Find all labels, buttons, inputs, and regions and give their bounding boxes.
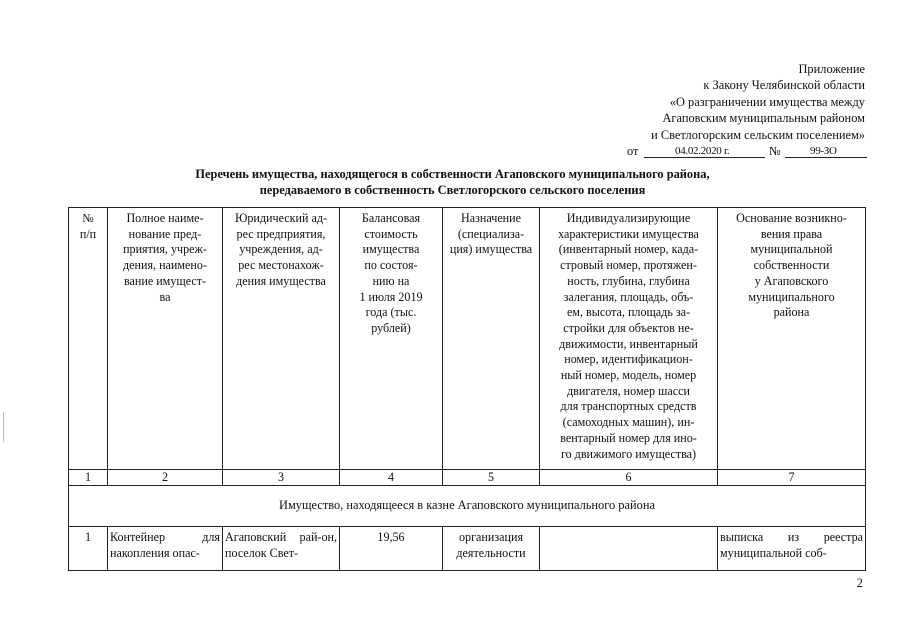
row-address — [223, 527, 340, 571]
column-number-row — [69, 470, 866, 486]
header-line: Индивидуализирующие — [566, 211, 691, 225]
appendix-line: Приложение — [798, 62, 865, 76]
header-line: рес местонахож- — [238, 258, 324, 273]
header-cell — [110, 211, 220, 305]
header-cell — [445, 211, 537, 258]
section-title: Имущество, находящееся в казне Агаповского муниципального района — [69, 486, 866, 527]
row-balance: 19,56 — [340, 527, 443, 571]
row-basis — [718, 527, 866, 571]
header-line: дения, наимено- — [123, 258, 207, 273]
row-name — [108, 527, 223, 571]
title-line-2: передаваемого в собственность Светлогорского сельского поселения — [259, 183, 646, 197]
table-row — [69, 527, 866, 571]
header-cell — [71, 211, 105, 242]
page-number: 2 — [856, 576, 863, 590]
header-line: (самоходных машин), ин- — [562, 415, 695, 430]
header-line: ва — [159, 289, 171, 304]
appendix-header — [651, 61, 865, 143]
header-cell — [225, 211, 337, 290]
header-line: района — [773, 305, 810, 320]
header-line: нование пред- — [128, 226, 202, 241]
header-line: стройки для объектов не- — [563, 320, 694, 335]
header-address — [223, 208, 340, 470]
row-num: 1 — [69, 527, 108, 571]
header-line: для транспортных средств — [560, 399, 697, 414]
header-line: Юридический ад- — [234, 211, 328, 225]
header-name — [108, 208, 223, 470]
header-line: характеристики имущества — [558, 226, 699, 241]
section-row — [69, 486, 866, 527]
header-line: номер, идентификацион- — [564, 352, 693, 367]
law-date: 04.02.2020 г. — [675, 145, 730, 157]
header-line: ный номер, модель, номер — [560, 368, 697, 383]
column-number: 6 — [540, 470, 718, 486]
header-line: (специализа- — [457, 226, 525, 241]
header-cell — [542, 211, 715, 462]
header-line: п/п — [79, 226, 97, 241]
header-line: вения права — [760, 226, 823, 241]
header-line: года (тыс. — [365, 305, 417, 320]
header-line: залегания, площадь, объ- — [563, 289, 694, 304]
header-characteristics — [540, 208, 718, 470]
header-line: учреждения, ад- — [239, 242, 323, 257]
table-header-row — [69, 208, 866, 470]
header-balance — [340, 208, 443, 470]
scan-artifact — [3, 412, 4, 442]
header-line: вентарный номер для ино- — [560, 430, 697, 445]
row-purpose: организация деятельности — [443, 527, 540, 571]
column-number: 7 — [718, 470, 866, 486]
header-line: Назначение — [461, 211, 521, 225]
header-line: № — [82, 211, 94, 225]
header-line: ем, высота, площадь за- — [566, 305, 691, 320]
header-line: стоимость — [364, 226, 418, 241]
header-basis — [718, 208, 866, 470]
column-number: 4 — [340, 470, 443, 486]
header-line: Балансовая — [361, 211, 421, 225]
header-line: муниципальной — [750, 242, 833, 257]
header-line: имущества — [362, 242, 420, 257]
header-line: собственности — [753, 258, 830, 273]
header-cell — [720, 211, 863, 321]
header-line: движимости, инвентарный — [559, 336, 698, 351]
appendix-line: к Закону Челябинской области — [703, 78, 865, 93]
header-line: ция) имущества — [449, 242, 533, 257]
header-line: го движимого имущества) — [560, 446, 697, 461]
law-number: 99-ЗО — [810, 145, 837, 157]
header-line: дения имущества — [236, 273, 326, 288]
column-number: 2 — [108, 470, 223, 486]
appendix-line: «О разграничении имущества между — [669, 94, 865, 109]
header-line: приятия, учреж- — [123, 242, 207, 257]
header-cell — [342, 211, 440, 337]
header-line: 1 июля 2019 — [359, 289, 423, 304]
header-num — [69, 208, 108, 470]
header-line: по состоя- — [364, 258, 418, 273]
header-line: рес предприятия, — [236, 226, 326, 241]
row-address-text: Агаповский рай-он, поселок Свет- — [225, 530, 337, 560]
header-line: Полное наиме- — [126, 211, 204, 225]
document-title — [0, 166, 905, 198]
row-name-text: Контейнер для накопления опас- — [110, 530, 220, 560]
column-number: 3 — [223, 470, 340, 486]
title-line-1: Перечень имущества, находящегося в собственности Агаповского муниципального района, — [195, 167, 710, 181]
appendix-line: Агаповским муниципальным районом — [662, 111, 865, 126]
header-line: Основание возникно- — [736, 211, 847, 225]
appendix-line: и Светлогорским сельским поселением» — [651, 127, 865, 142]
property-table — [68, 207, 866, 571]
header-line: у Агаповского — [754, 273, 829, 288]
header-line: двигателя, номер шасси — [567, 383, 690, 398]
header-line: вание имущест- — [123, 273, 207, 288]
header-line: рублей) — [371, 320, 411, 335]
column-number: 5 — [443, 470, 540, 486]
law-date-number — [627, 143, 867, 159]
from-label: от — [627, 144, 639, 158]
header-line: нию на — [372, 273, 410, 288]
row-characteristics — [540, 527, 718, 571]
row-basis-text: выписка из реестра муниципальной соб- — [720, 530, 863, 560]
header-line: ность, глубина, глубина — [567, 273, 690, 288]
header-line: (инвентарный номер, када- — [558, 242, 699, 257]
header-line: стровый номер, протяжен- — [560, 258, 697, 273]
header-purpose — [443, 208, 540, 470]
number-label: № — [769, 144, 781, 158]
header-line: муниципального — [748, 289, 835, 304]
column-number: 1 — [69, 470, 108, 486]
date-underline-tail — [745, 157, 765, 158]
